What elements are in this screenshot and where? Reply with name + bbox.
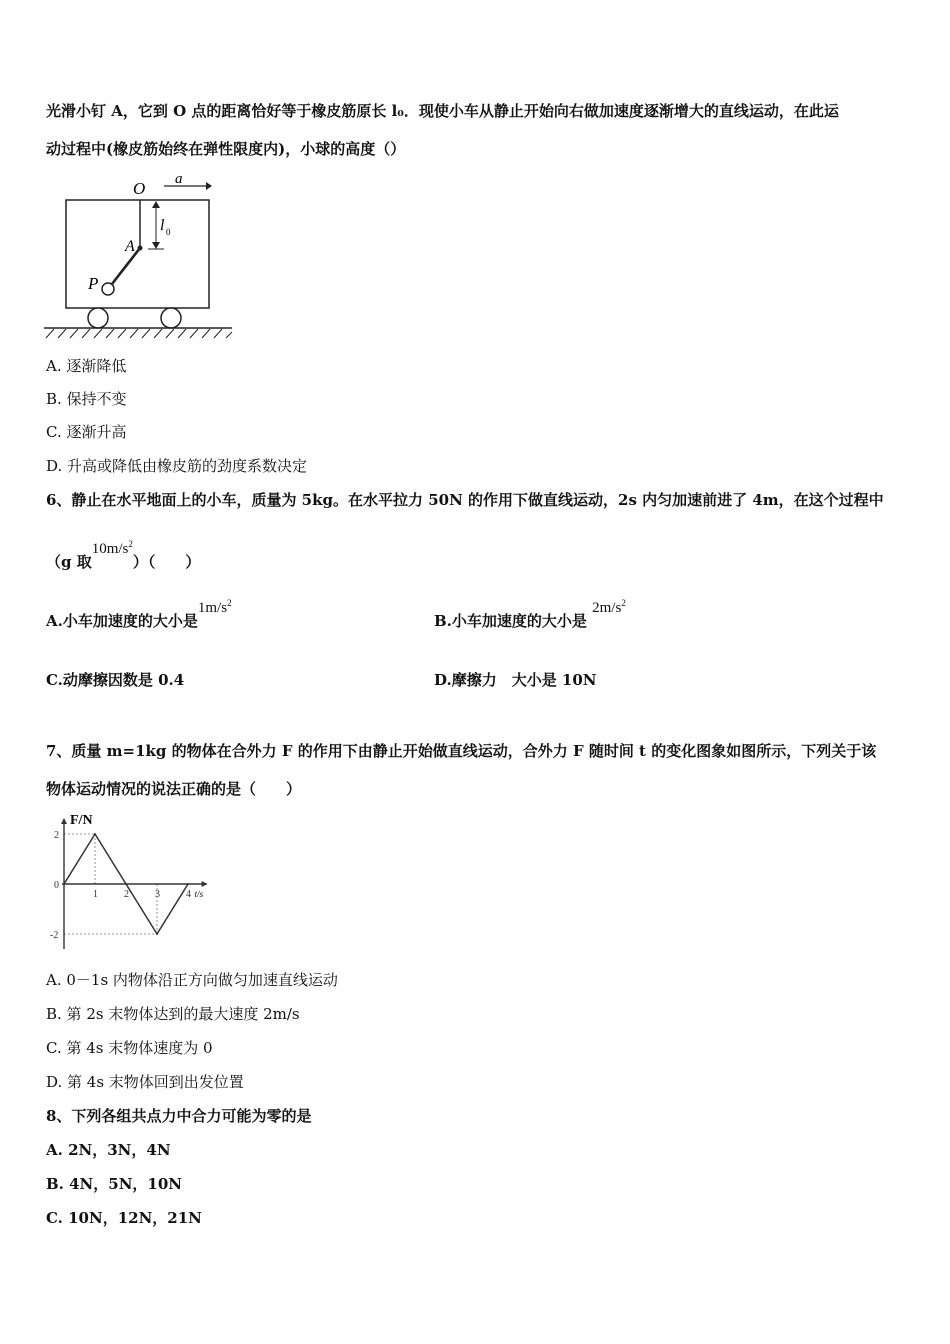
q5-option-a: A. 逐渐降低 <box>46 357 127 375</box>
q8-option-a: A. 2N，3N，4N <box>46 1141 171 1159</box>
y-tick-label--2: -2 <box>50 930 59 941</box>
q8-option-c: C. 10N，12N，21N <box>46 1209 202 1227</box>
q7-text-line2: 物体运动情况的说法正确的是（ ） <box>46 780 302 798</box>
q6-g-value: $10m/s^2$ <box>91 539 133 557</box>
q6-option-a: A.小车加速度的大小是$1m/s^2$ <box>46 598 232 630</box>
q5-option-d: D. 升高或降低由橡皮筋的劲度系数决定 <box>46 457 308 475</box>
q6-answer-blank: ）（ ） <box>132 553 201 571</box>
q7-option-c: C. 第 4s 末物体速度为 0 <box>46 1039 213 1057</box>
x-tick-label-1: 1 <box>93 889 98 900</box>
acceleration-arrowhead <box>206 182 212 190</box>
label-A: A <box>125 238 135 255</box>
q5-option-b: B. 保持不变 <box>46 390 127 408</box>
x-tick-label-2: 2 <box>124 889 129 900</box>
label-a: a <box>175 172 183 187</box>
q5-text-line1: 光滑小钉 A，它到 O 点的距离恰好等于橡皮筋原长 l₀．现使小车从静止开始向右做加速度逐渐增大的直线运动，在此运 <box>46 102 839 120</box>
q7-option-a: A. 0－1s 内物体沿正方向做匀加速直线运动 <box>46 971 338 989</box>
force-time-chart <box>50 806 230 956</box>
q6-text-line1: 6、静止在水平地面上的小车，质量为 5kg。在水平拉力 50N 的作用下做直线运动，2s 内匀加速前进了 4m，在这个过程中 <box>46 491 884 509</box>
cart-figure <box>40 172 240 344</box>
x-axis-arrowhead <box>202 881 208 887</box>
q6-option-d: D.摩擦力 大小是 10N <box>434 671 597 689</box>
x-axis-label: t/s <box>194 889 204 899</box>
chart-axes <box>61 818 208 949</box>
x-tick-label-3: 3 <box>155 889 160 900</box>
q6-option-b: B.小车加速度的大小是 $2m/s^2$ <box>434 598 626 630</box>
x-tick-label-4: 4 <box>186 889 191 900</box>
q6-option-b-value: $2m/s^2$ <box>592 598 626 616</box>
ground-hatching <box>46 329 232 338</box>
ball-P <box>102 283 114 295</box>
label-l: l <box>160 217 165 234</box>
q8-option-b: B. 4N，5N，10N <box>46 1175 183 1193</box>
q5-text-line2: 动过程中(橡皮筋始终在弹性限度内)，小球的高度（） <box>46 140 406 158</box>
q6-option-a-value: $1m/s^2$ <box>197 598 232 616</box>
q8-text-line1: 8、下列各组共点力中合力可能为零的是 <box>46 1107 312 1125</box>
q5-option-c: C. 逐渐升高 <box>46 423 127 441</box>
label-l-subscript: 0 <box>166 227 171 237</box>
q7-option-b: B. 第 2s 末物体达到的最大速度 2m/s <box>46 1005 300 1023</box>
length-arrow-up <box>152 201 160 208</box>
label-O: O <box>133 179 146 198</box>
y-tick-label-2: 2 <box>54 830 59 841</box>
q6-text-line2 <box>46 539 201 574</box>
label-P: P <box>88 274 99 293</box>
q6-g-label: （g 取 <box>46 553 92 571</box>
q7-text-line1: 7、质量 m=1kg 的物体在合外力 F 的作用下由静止开始做直线运动，合外力 F 随时间 t 的变化图象如图所示，下列关于该 <box>46 742 877 760</box>
y-tick-label-0: 0 <box>54 880 59 891</box>
wheel-right <box>161 308 181 328</box>
q7-option-d: D. 第 4s 末物体回到出发位置 <box>46 1073 244 1091</box>
length-arrow-down <box>152 242 160 249</box>
chart-tick-labels <box>50 830 191 941</box>
y-axis-arrowhead <box>61 818 67 824</box>
y-axis-label: F/N <box>70 813 93 828</box>
q6-option-c: C.动摩擦因数是 0.4 <box>46 671 185 689</box>
wheel-left <box>88 308 108 328</box>
